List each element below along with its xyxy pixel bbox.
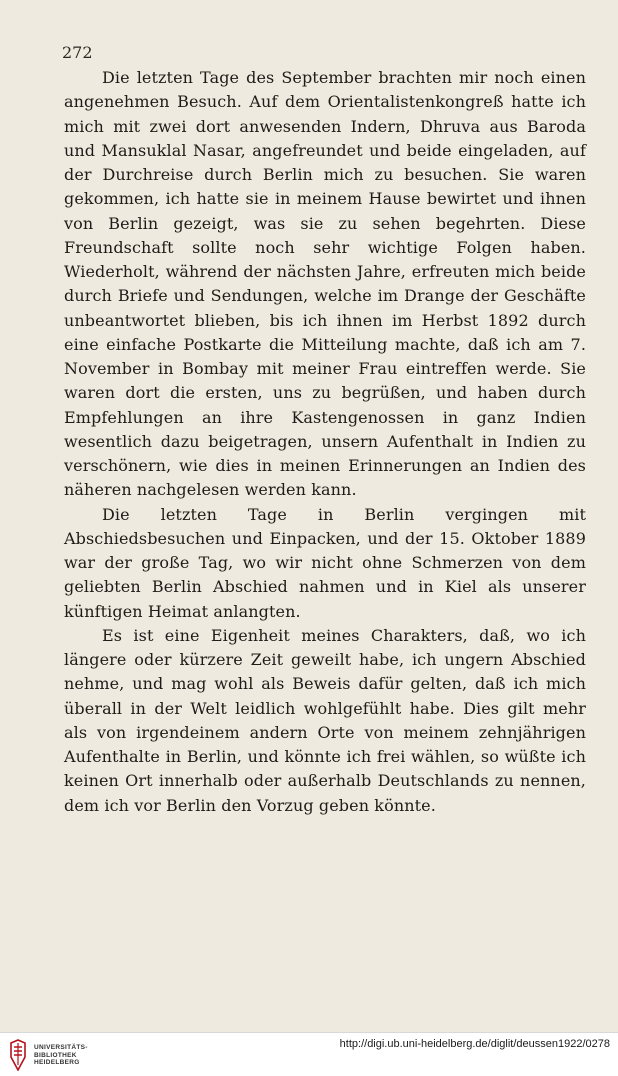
footer-bar (0, 1032, 618, 1076)
library-logo[interactable] (8, 1039, 98, 1071)
paragraph-1: Die letzten Tage des September brachten mir noch einen angenehmen Besuch. Auf dem Orientalistenkongreß hatte ich mich mit zwei dort anwesenden Indern, Dhruva aus Baroda und Mansuklal Nasar, angefreundet und beide eingeladen, auf der Durchreise durch Berlin mich zu besuchen. Sie waren gekommen, ich hatte sie in meinem Hause bewirtet und ihnen von Berlin gezeigt, was sie zu sehen begehrten. Diese Freundschaft sollte noch sehr wichtige Folgen haben. Wiederholt, während der nächsten Jahre, erfreuten mich beide durch Briefe und Sendungen, welche im Drange der Geschäfte unbeantwortet blieben, bis ich ihnen im Herbst 1892 durch eine einfache Postkarte die Mitteilung machte, daß ich am 7. November in Bombay mit meiner Frau eintreffen werde. Sie waren dort die ersten, uns zu begrüßen, und haben durch Empfehlungen an ihre Kastengenossen in ganz Indien wesentlich dazu beigetragen, unsern Aufenthalt in Indien zu verschönern, wie dies in meinen Erinnerungen an Indien des näheren nachgelesen werden kann. (64, 68, 586, 500)
logo-line-2: BIBLIOTHEK (34, 1051, 77, 1059)
paragraph-3: Es ist eine Eigenheit meines Charakters, daß, wo ich längere oder kürzere Zeit geweilt habe, ich ungern Abschied nehme, und mag wohl als Beweis dafür gelten, daß ich mich überall in der Welt leidlich wohlgefühlt habe. Dies gilt mehr als von irgendeinem andern Orte von meinem zehnjährigen Aufenthalte in Berlin, und könnte ich frei wählen, so wüßte ich keinen Ort innerhalb oder außerhalb Deutschlands zu nennen, dem ich vor Berlin den Vorzug geben könnte. (64, 625, 586, 815)
paragraph-2: Die letzten Tage in Berlin vergingen mit Abschiedsbesuchen und Einpacken, und der 15. Oktober 1889 war der große Tag, wo wir nicht ohne Schmerzen von dem geliebten Berlin Abschied nahmen und in Kiel als unserer künftigen Heimat anlangten. (64, 504, 586, 621)
page-number: 272 (62, 43, 93, 62)
university-library-logo-icon (8, 1039, 28, 1071)
source-url-link[interactable]: http://digi.ub.uni-heidelberg.de/diglit/deussen1922/0278 (339, 1038, 610, 1050)
body-text (64, 66, 586, 818)
logo-text (34, 1044, 88, 1067)
logo-line-1: UNIVERSITÄTS- (34, 1044, 88, 1051)
logo-line-3: HEIDELBERG (34, 1059, 80, 1066)
